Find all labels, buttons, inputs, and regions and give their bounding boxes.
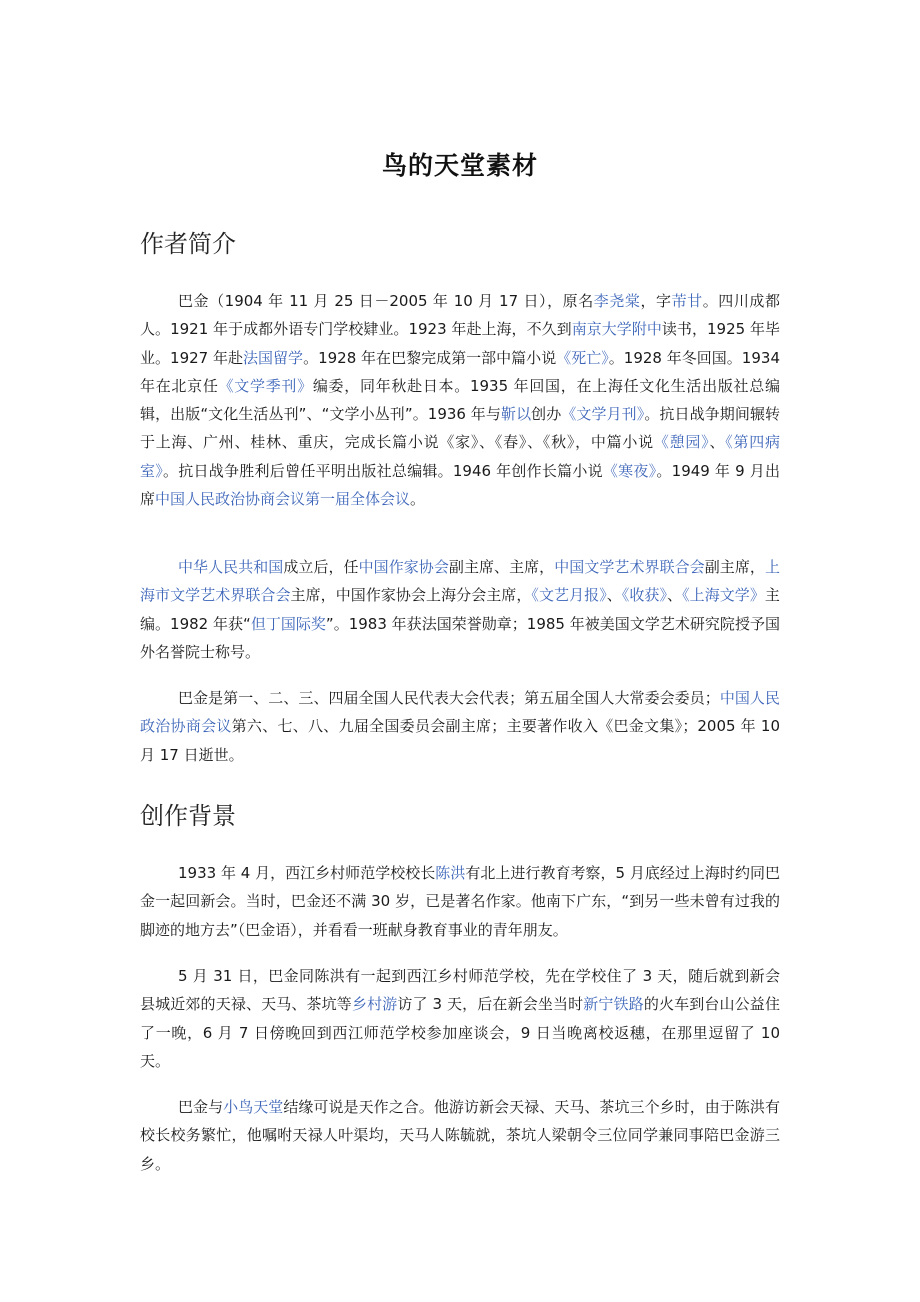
paragraph-text: 。四川成都人。1921 年于成都外语专门学校肄业。1923 年赴上海，不久到 <box>140 292 780 339</box>
paragraph-text: 。1949 年 9 月出席 <box>140 461 780 509</box>
inline-link[interactable]: 《死亡》 <box>556 348 609 367</box>
paragraph-text: 。 <box>410 490 426 509</box>
paragraph-text: 读书，1925 年毕业。1927 年赴 <box>140 320 780 367</box>
paragraph-text: 巴金（1904 年 11 月 25 日－2005 年 10 月 17 日），原名 <box>178 292 594 310</box>
paragraph-text: ”。1983 年获法国荣誉勋章；1985 年被美国文学艺术研究院授予国外名誉院士称号。 <box>140 614 780 661</box>
inline-link[interactable]: 《收获》 <box>621 586 668 605</box>
paragraph-background-bird-paradise <box>140 1093 780 1178</box>
inline-link[interactable]: 中国作家协会 <box>358 558 449 576</box>
paragraph-text: 、 <box>667 586 683 605</box>
section-heading-background: 创作背景 <box>140 802 236 830</box>
inline-link[interactable]: 《文学月刊》 <box>561 405 645 424</box>
inline-link[interactable]: 中国人民政治协商会议第一届全体会议 <box>155 490 411 509</box>
paragraph-text: 访了 3 天，后在新会坐当时 <box>397 995 584 1014</box>
paragraph-text: 。抗日战争胜利后曾任平明出版社总编辑。1946 年创作长篇小说 <box>163 461 603 480</box>
inline-link[interactable]: 芾甘 <box>671 292 703 310</box>
paragraph-text: 巴金是第一、二、三、四届全国人民代表大会代表；第五届全国人大常委会委员； <box>178 689 720 707</box>
paragraph-author-bio <box>140 287 780 513</box>
inline-link[interactable]: 上海市文学艺术界联合会 <box>140 558 780 605</box>
paragraph-text: 第六、七、八、九届全国委员会副主席；主要著作收入《巴金文集》；2005 年 10 月 17 日逝世。 <box>140 717 780 764</box>
inline-link[interactable]: 《文艺月报》 <box>531 586 607 605</box>
paragraph-text: 副主席、主席， <box>448 558 555 576</box>
paragraph-text: 5 月 31 日，巴金同陈洪有一起到西江乡村师范学校，先在学校住了 3 天，随后就到新会县城近郊的天禄、天马、茶坑等 <box>140 967 780 1014</box>
paragraph-text: 巴金与 <box>178 1098 224 1116</box>
inline-link[interactable]: 《憩园》 <box>653 433 710 452</box>
inline-link[interactable]: 乡村游 <box>351 995 398 1014</box>
paragraph-text: 。抗日战争期间辗转于上海、广州、桂林、重庆，完成长篇小说《家》、《春》、《秋》，中篇小说 <box>140 405 780 452</box>
paragraph-text: 有北上进行教育考察，5 月底经过上海时约同巴金一起回新会。当时，巴金还不满 30 岁，已是著名作家。他南下广东，“到另一些未曾有过我的脚迹的地方去”（巴金语），并看看一班献身教育事业的青年朋友。 <box>140 864 780 939</box>
paragraph-background-trip <box>140 859 780 944</box>
inline-link[interactable]: 但丁国际奖 <box>250 614 326 633</box>
paragraph-text: 编委，同年秋赴日本。1935 年回国，在上海任文化生活出版社总编辑，出版“文化生活丛刊”、“文学小丛刊”。1936 年与 <box>140 376 780 424</box>
paragraph-text: 。1928 年在巴黎完成第一部中篇小说 <box>303 348 557 367</box>
inline-link[interactable]: 陈洪 <box>435 864 466 882</box>
section-heading-author-intro: 作者简介 <box>140 230 236 258</box>
paragraph-text: 的火车到台山公益住了一晚，6 月 7 日傍晚回到西江师范学校参加座谈会，9 日当晚离校返穗，在那里逗留了 10 天。 <box>140 995 780 1070</box>
inline-link[interactable]: 靳以 <box>500 405 532 424</box>
paragraph-text: 、 <box>606 586 622 605</box>
document-title: 鸟的天堂素材 <box>381 151 538 180</box>
inline-link[interactable]: 《寒夜》 <box>602 461 657 480</box>
inline-link[interactable]: 中国人民政治协商会议 <box>140 689 780 736</box>
inline-link[interactable]: 《上海文学》 <box>682 586 765 605</box>
inline-link[interactable]: 《第四病室》 <box>140 433 780 480</box>
paragraph-text: 成立后，任 <box>283 558 359 576</box>
paragraph-text: 。1928 年冬回国。1934 年在北京任 <box>140 348 780 395</box>
paragraph-text: 结缘可说是天作之合。他游访新会天禄、天马、茶坑三个乡时，由于陈洪有校长校务繁忙，他嘱咐天禄人叶渠均，天马人陈毓就，茶坑人梁朝令三位同学兼同事陪巴金游三乡。 <box>140 1098 780 1173</box>
inline-link[interactable]: 新宁铁路 <box>583 995 644 1014</box>
inline-link[interactable]: 南京大学附中 <box>571 320 662 339</box>
inline-link[interactable]: 中华人民共和国 <box>178 558 284 576</box>
paragraph-text: 主编。1982 年获“ <box>140 586 780 633</box>
inline-link[interactable]: 小鸟天堂 <box>223 1098 284 1116</box>
paragraph-text: 主席，中国作家协会上海分会主席， <box>290 586 532 605</box>
paragraph-text: 副主席， <box>704 558 765 576</box>
paragraph-text: 创办 <box>531 405 562 424</box>
paragraph-background-itinerary <box>140 962 780 1075</box>
paragraph-text: 1933 年 4 月，西江乡村师范学校校长 <box>178 864 436 882</box>
paragraph-text: ，字 <box>640 292 672 310</box>
paragraph-author-posts <box>140 553 780 666</box>
paragraph-text: 、 <box>709 433 726 452</box>
inline-link[interactable]: 法国留学 <box>243 348 304 367</box>
inline-link[interactable]: 中国文学艺术界联合会 <box>554 558 705 576</box>
inline-link[interactable]: 李尧棠 <box>593 292 641 310</box>
paragraph-author-roles <box>140 684 780 769</box>
inline-link[interactable]: 《文学季刊》 <box>218 376 313 395</box>
